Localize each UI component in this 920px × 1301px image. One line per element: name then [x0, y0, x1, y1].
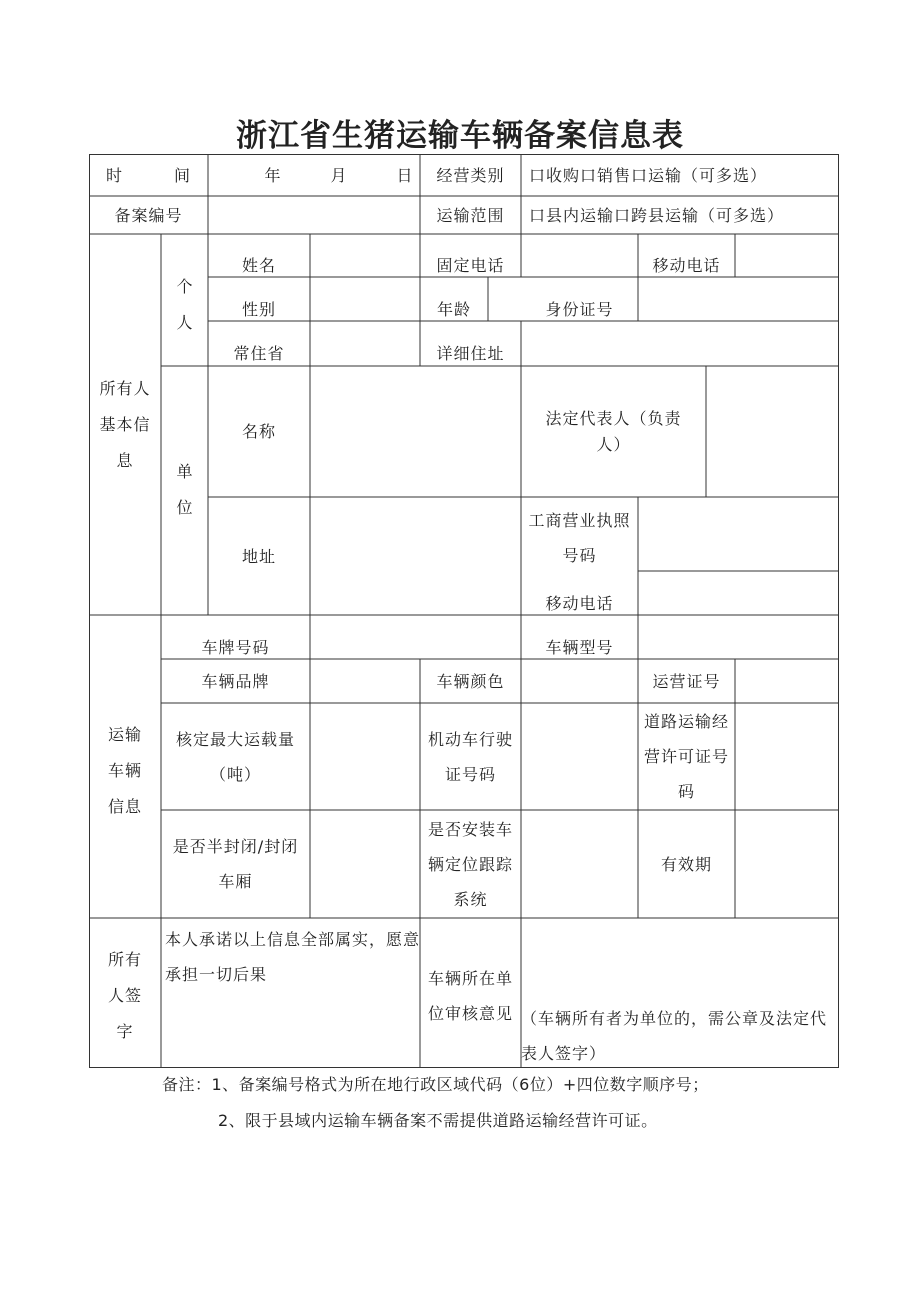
owner-signature-label: 所有人签字 — [107, 950, 142, 1041]
plate-number-label: 车牌号码 — [201, 637, 270, 657]
closed-compartment-label: 是否半封闭/封闭车厢 — [172, 837, 299, 891]
date-day-label: 日 — [396, 165, 414, 185]
org-mobile-label: 移动电话 — [545, 593, 614, 613]
record-number-field[interactable] — [208, 196, 420, 234]
unit-review-note: （车辆所有者为单位的，需公章及法定代表人签字） — [521, 1009, 828, 1063]
max-load-label: 核定最大运载量（吨） — [175, 729, 295, 784]
unit-review-label: 车辆所在单位审核意见 — [427, 969, 513, 1023]
mobile-label: 移动电话 — [652, 255, 721, 275]
note-2: 2、限于县域内运输车辆备案不需提供道路运输经营许可证。 — [218, 1111, 658, 1130]
transport-scope-options[interactable]: 口县内运输口跨县运输（可多选） — [529, 205, 785, 225]
time-label: 时 间 — [105, 165, 191, 185]
transport-scope-label: 运输范围 — [436, 205, 505, 225]
org-address-label: 地址 — [241, 546, 276, 566]
date-month-label: 月 — [330, 165, 348, 185]
vehicle-brand-label: 车辆品牌 — [201, 671, 270, 691]
business-type-label: 经营类别 — [436, 165, 505, 185]
organization-label: 单位 — [176, 462, 194, 517]
driving-license-label: 机动车行驶证号码 — [427, 729, 513, 784]
operation-cert-label: 运营证号 — [652, 671, 721, 691]
vehicle-section-label: 运输车辆信息 — [107, 725, 142, 816]
landline-label: 固定电话 — [436, 255, 505, 275]
road-permit-label: 道路运输经营许可证号码 — [643, 712, 729, 801]
gender-label: 性别 — [241, 299, 276, 319]
person-label: 个人 — [176, 277, 194, 332]
business-type-options[interactable]: 口收购口销售口运输（可多选） — [529, 165, 768, 185]
pledge-text: 本人承诺以上信息全部属实，愿意承担一切后果 — [165, 930, 421, 984]
legal-representative-label: 法定代表人（负责人） — [545, 408, 682, 454]
org-name-label: 名称 — [241, 422, 276, 441]
residence-province-label: 常住省 — [233, 343, 285, 363]
detailed-address-label: 详细住址 — [436, 343, 505, 363]
gps-tracking-label: 是否安装车辆定位跟踪系统 — [427, 819, 513, 909]
record-number-label: 备案编号 — [114, 205, 183, 225]
date-year-label: 年 — [264, 165, 282, 185]
validity-period-label: 有效期 — [660, 854, 712, 874]
business-license-label: 工商营业执照号码 — [528, 511, 631, 565]
note-1: 备注：1、备案编号格式为所在地行政区域代码（6位）+四位数字顺序号； — [162, 1075, 709, 1094]
id-number-label: 身份证号 — [545, 299, 614, 319]
vehicle-color-label: 车辆颜色 — [436, 671, 505, 691]
page-title: 浙江省生猪运输车辆备案信息表 — [236, 118, 684, 154]
name-label: 姓名 — [241, 255, 276, 275]
vehicle-model-label: 车辆型号 — [545, 637, 614, 657]
age-label: 年龄 — [436, 299, 471, 319]
owner-section-label: 所有人基本信息 — [99, 379, 151, 470]
